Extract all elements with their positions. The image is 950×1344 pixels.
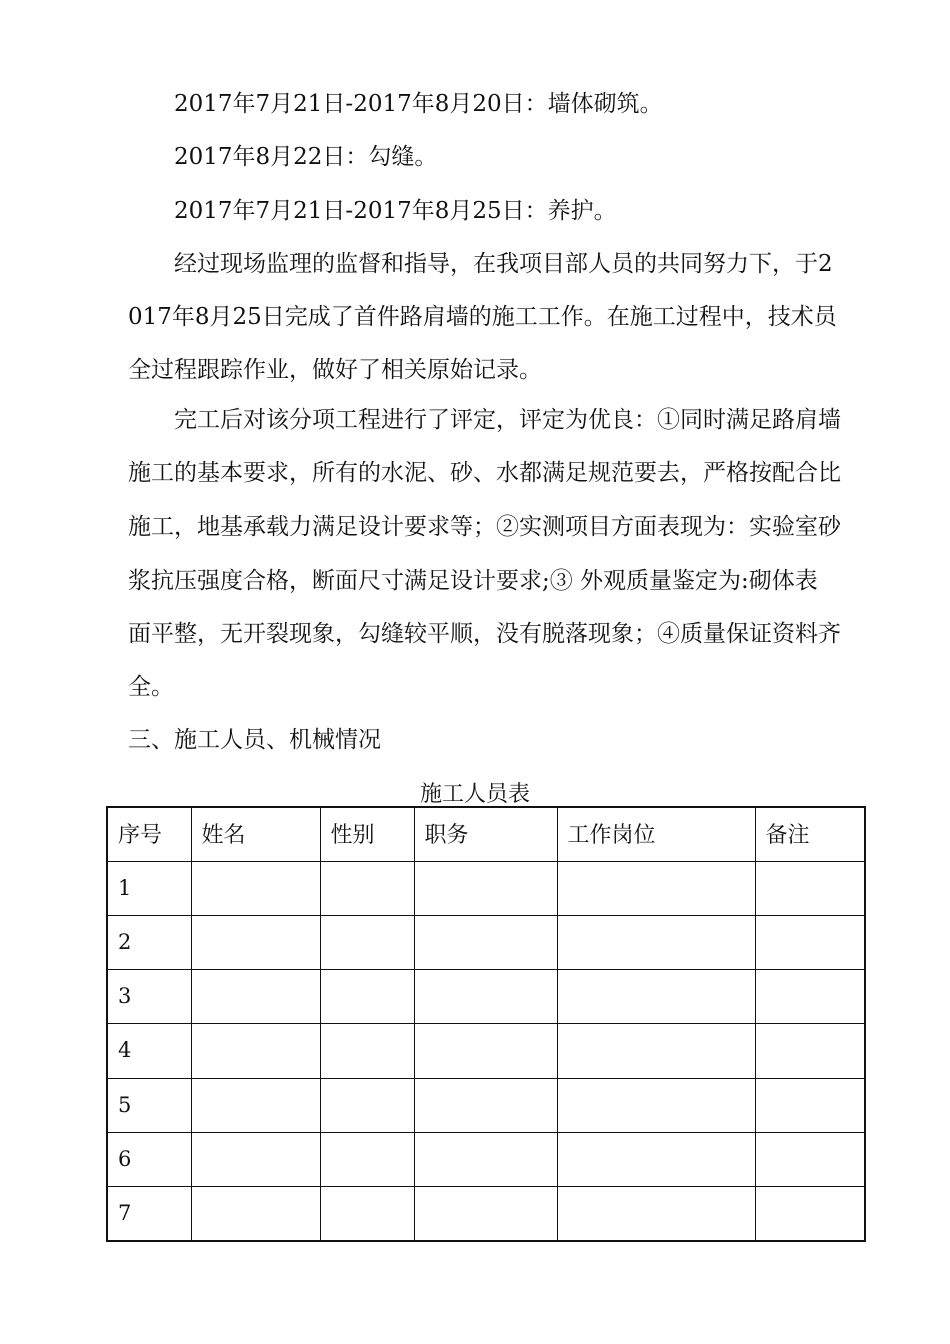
- paragraph-line: 全过程跟踪作业，做好了相关原始记录。: [128, 357, 542, 383]
- header-title: 职务: [414, 807, 557, 861]
- header-name: 姓名: [191, 807, 320, 861]
- section-heading: 三、施工人员、机械情况: [128, 727, 381, 753]
- table-row: [107, 1187, 865, 1241]
- cell-post: [557, 1187, 755, 1241]
- cell-title: [414, 1024, 557, 1078]
- cell-title: [414, 1132, 557, 1186]
- cell-title: [414, 1187, 557, 1241]
- table-row: [107, 1078, 865, 1132]
- staff-table: [106, 806, 866, 1242]
- cell-title: [414, 970, 557, 1024]
- cell-post: [557, 1078, 755, 1132]
- cell-remarks: [755, 915, 865, 969]
- row-index: 6: [107, 1132, 191, 1186]
- cell-remarks: [755, 1078, 865, 1132]
- table-header-row: [107, 807, 865, 861]
- cell-name: [191, 1132, 320, 1186]
- cell-post: [557, 1132, 755, 1186]
- cell-remarks: [755, 970, 865, 1024]
- row-index: 2: [107, 915, 191, 969]
- paragraph-line: 2017年8月22日：勾缝。: [174, 144, 438, 170]
- paragraph-line: 017年8月25日完成了首件路肩墙的施工工作。在施工过程中，技术员: [128, 304, 837, 330]
- paragraph-line: 浆抗压强度合格，断面尺寸满足设计要求;③ 外观质量鉴定为:砌体表: [128, 568, 818, 594]
- paragraph-line: 经过现场监理的监督和指导，在我项目部人员的共同努力下，于2: [174, 251, 833, 277]
- cell-remarks: [755, 1024, 865, 1078]
- cell-post: [557, 861, 755, 915]
- cell-name: [191, 861, 320, 915]
- cell-post: [557, 970, 755, 1024]
- cell-gender: [320, 1078, 414, 1132]
- cell-gender: [320, 1187, 414, 1241]
- header-post: 工作岗位: [557, 807, 755, 861]
- header-index: 序号: [107, 807, 191, 861]
- paragraph-line: 全。: [128, 674, 174, 700]
- cell-gender: [320, 970, 414, 1024]
- cell-gender: [320, 915, 414, 969]
- table-row: [107, 1132, 865, 1186]
- cell-post: [557, 1024, 755, 1078]
- cell-remarks: [755, 861, 865, 915]
- cell-name: [191, 1078, 320, 1132]
- paragraph-line: 施工的基本要求，所有的水泥、砂、水都满足规范要去，严格按配合比: [128, 460, 841, 486]
- cell-name: [191, 970, 320, 1024]
- cell-title: [414, 915, 557, 969]
- cell-gender: [320, 1132, 414, 1186]
- table-row: [107, 915, 865, 969]
- table-row: [107, 970, 865, 1024]
- row-index: 3: [107, 970, 191, 1024]
- cell-name: [191, 1187, 320, 1241]
- cell-gender: [320, 1024, 414, 1078]
- cell-title: [414, 1078, 557, 1132]
- paragraph-line: 完工后对该分项工程进行了评定，评定为优良：①同时满足路肩墙: [174, 407, 841, 433]
- paragraph-line: 施工，地基承载力满足设计要求等；②实测项目方面表现为：实验室砂: [128, 514, 841, 540]
- table-row: [107, 1024, 865, 1078]
- cell-post: [557, 915, 755, 969]
- table-title: 施工人员表: [419, 782, 530, 807]
- cell-title: [414, 861, 557, 915]
- paragraph-line: 2017年7月21日-2017年8月20日：墙体砌筑。: [174, 91, 663, 117]
- cell-gender: [320, 861, 414, 915]
- row-index: 4: [107, 1024, 191, 1078]
- row-index: 1: [107, 861, 191, 915]
- paragraph-line: 面平整，无开裂现象，勾缝较平顺，没有脱落现象；④质量保证资料齐: [128, 621, 841, 647]
- cell-name: [191, 915, 320, 969]
- paragraph-line: 2017年7月21日-2017年8月25日：养护。: [174, 198, 617, 224]
- header-gender: 性别: [320, 807, 414, 861]
- table-row: [107, 861, 865, 915]
- header-remarks: 备注: [755, 807, 865, 861]
- cell-name: [191, 1024, 320, 1078]
- row-index: 5: [107, 1078, 191, 1132]
- cell-remarks: [755, 1187, 865, 1241]
- cell-remarks: [755, 1132, 865, 1186]
- row-index: 7: [107, 1187, 191, 1241]
